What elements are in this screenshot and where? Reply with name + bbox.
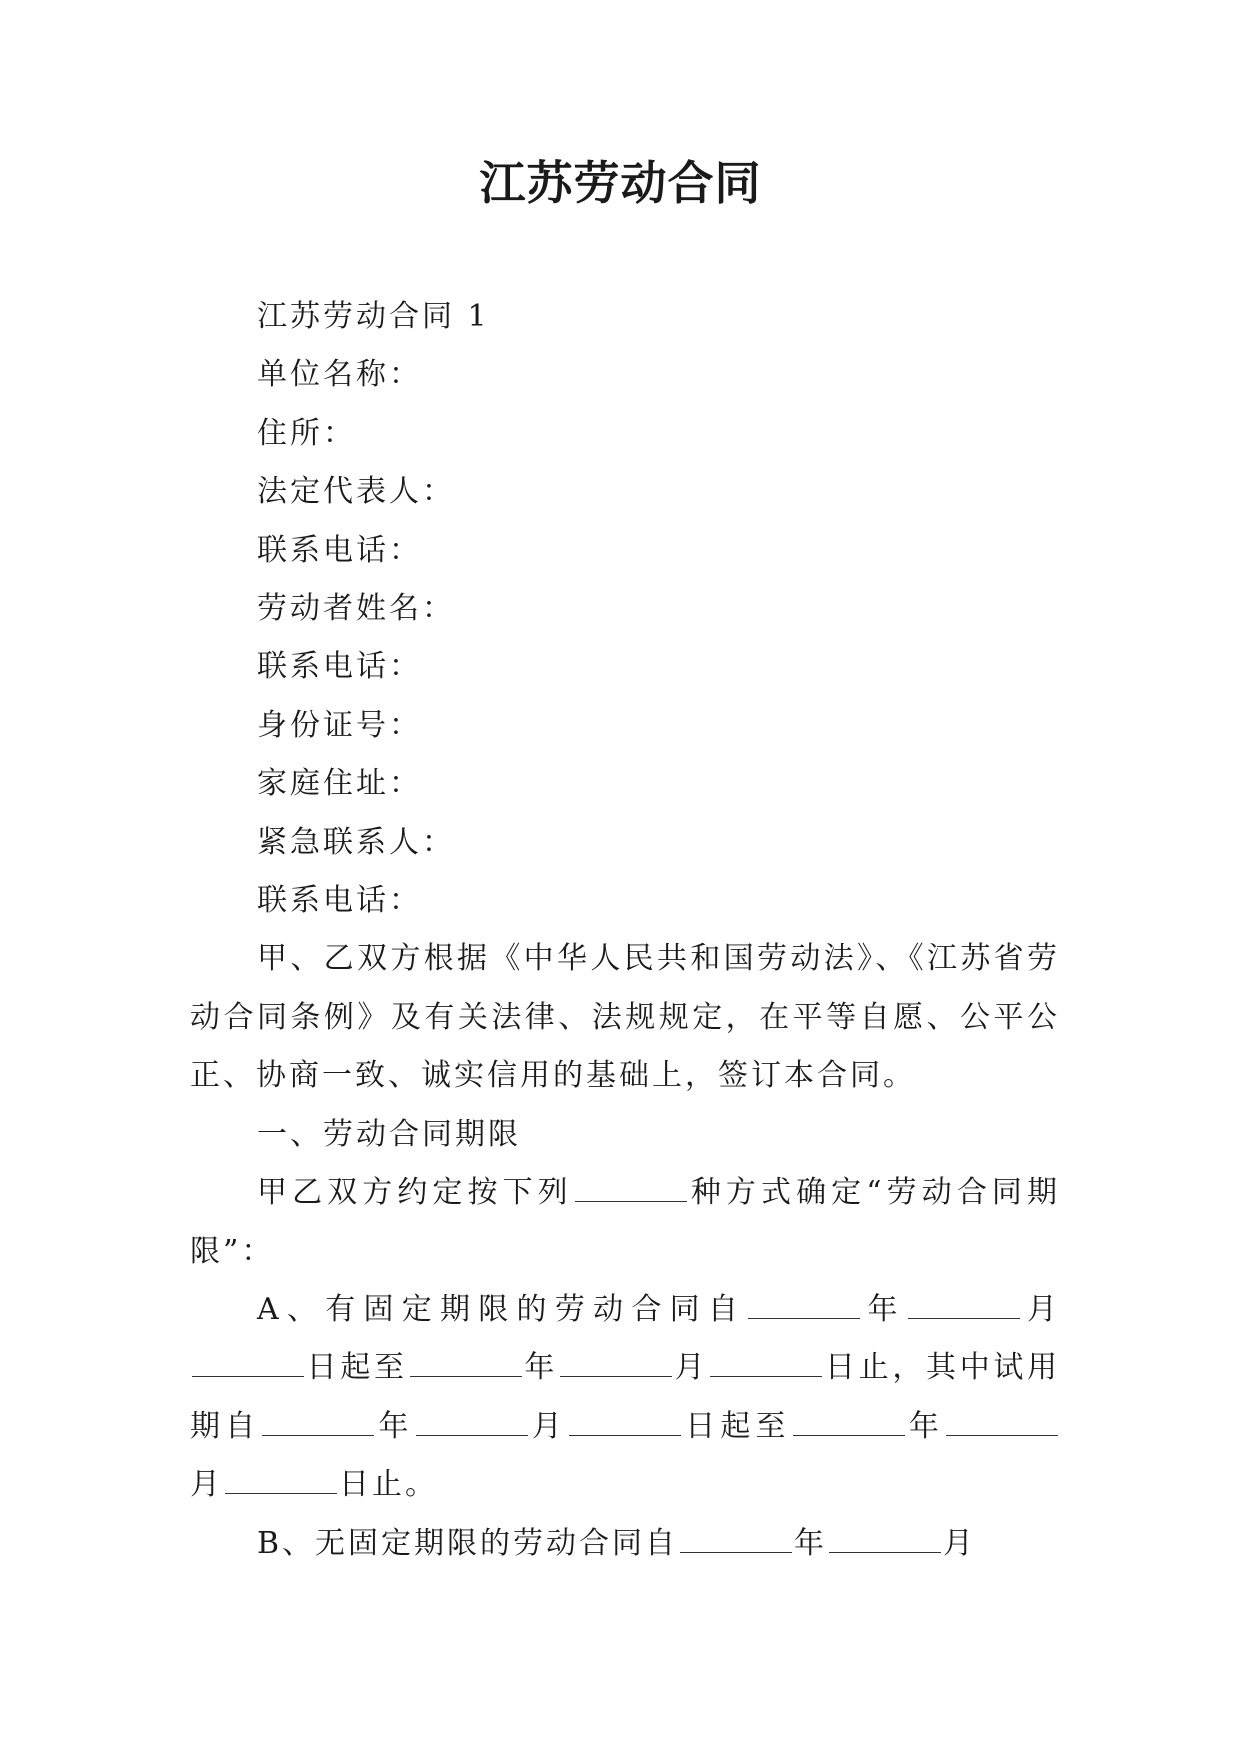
blank-line (416, 1405, 528, 1436)
blank-line (192, 1346, 304, 1377)
term-method-after: 种方式确定“劳动合同期限”： (190, 1175, 1060, 1269)
field-employer-phone: 联系电话： (257, 532, 422, 568)
month-label: 月 (529, 1408, 568, 1444)
year-label: 年 (794, 1525, 828, 1561)
year-label: 年 (862, 1291, 906, 1327)
field-employee-phone: 联系电话： (257, 649, 422, 685)
day-from-label: 日起至 (683, 1408, 791, 1444)
preamble-paragraph: 甲、乙双方根据《中华人民共和国劳动法》、《江苏省劳动合同条例》及有关法律、法规规定，在平等自愿、公平公正、协商一致、诚实信用的基础上，签订本合同。 (190, 941, 1060, 1094)
blank-line (748, 1288, 860, 1319)
option-a-paragraph (190, 1281, 1060, 1515)
field-employee-name: 劳动者姓名： (257, 591, 455, 627)
year-label: 年 (376, 1408, 414, 1444)
term-method-paragraph (190, 1164, 1060, 1281)
blank-line (225, 1463, 337, 1494)
field-id-number: 身份证号： (257, 707, 422, 743)
blank-line (569, 1405, 681, 1436)
term-method-before: 甲乙双方约定按下列 (257, 1175, 573, 1211)
option-b-paragraph (190, 1515, 1060, 1573)
field-emergency-contact: 紧急联系人： (257, 824, 455, 860)
field-legal-representative: 法定代表人： (257, 474, 455, 510)
field-emergency-phone: 联系电话： (257, 883, 422, 919)
field-address: 住所： (257, 415, 356, 451)
field-employer-name: 单位名称： (257, 357, 422, 393)
day-from-label: 日起至 (306, 1350, 408, 1386)
month-label: 月 (190, 1467, 223, 1503)
section-heading: 一、劳动合同期限 (257, 1116, 521, 1152)
day-until-label: 日止。 (339, 1467, 438, 1503)
blank-line (560, 1346, 672, 1377)
document-body (190, 288, 1060, 1573)
blank-line (829, 1522, 941, 1553)
blank-line (908, 1288, 1020, 1319)
day-until-trial-label: 日止，其中试用期自 (190, 1350, 1061, 1444)
blank-line (946, 1405, 1058, 1436)
blank-line (575, 1171, 687, 1202)
blank-line (680, 1522, 792, 1553)
contract-heading: 江苏劳动合同 1 (257, 299, 490, 334)
month-label: 月 (674, 1350, 709, 1386)
field-home-address: 家庭住址： (257, 766, 422, 802)
document-title: 江苏劳动合同 (479, 156, 762, 210)
option-a-intro: A、有固定期限的劳动合同自 (257, 1291, 747, 1327)
month-label: 月 (943, 1525, 977, 1561)
year-label: 年 (906, 1408, 945, 1444)
blank-line (710, 1346, 822, 1377)
option-b-intro: B、无固定期限的劳动合同自 (257, 1525, 679, 1561)
year-label: 年 (523, 1350, 559, 1386)
blank-line (262, 1405, 374, 1436)
blank-line (410, 1346, 522, 1377)
blank-line (793, 1405, 905, 1436)
month-label: 月 (1021, 1291, 1061, 1327)
